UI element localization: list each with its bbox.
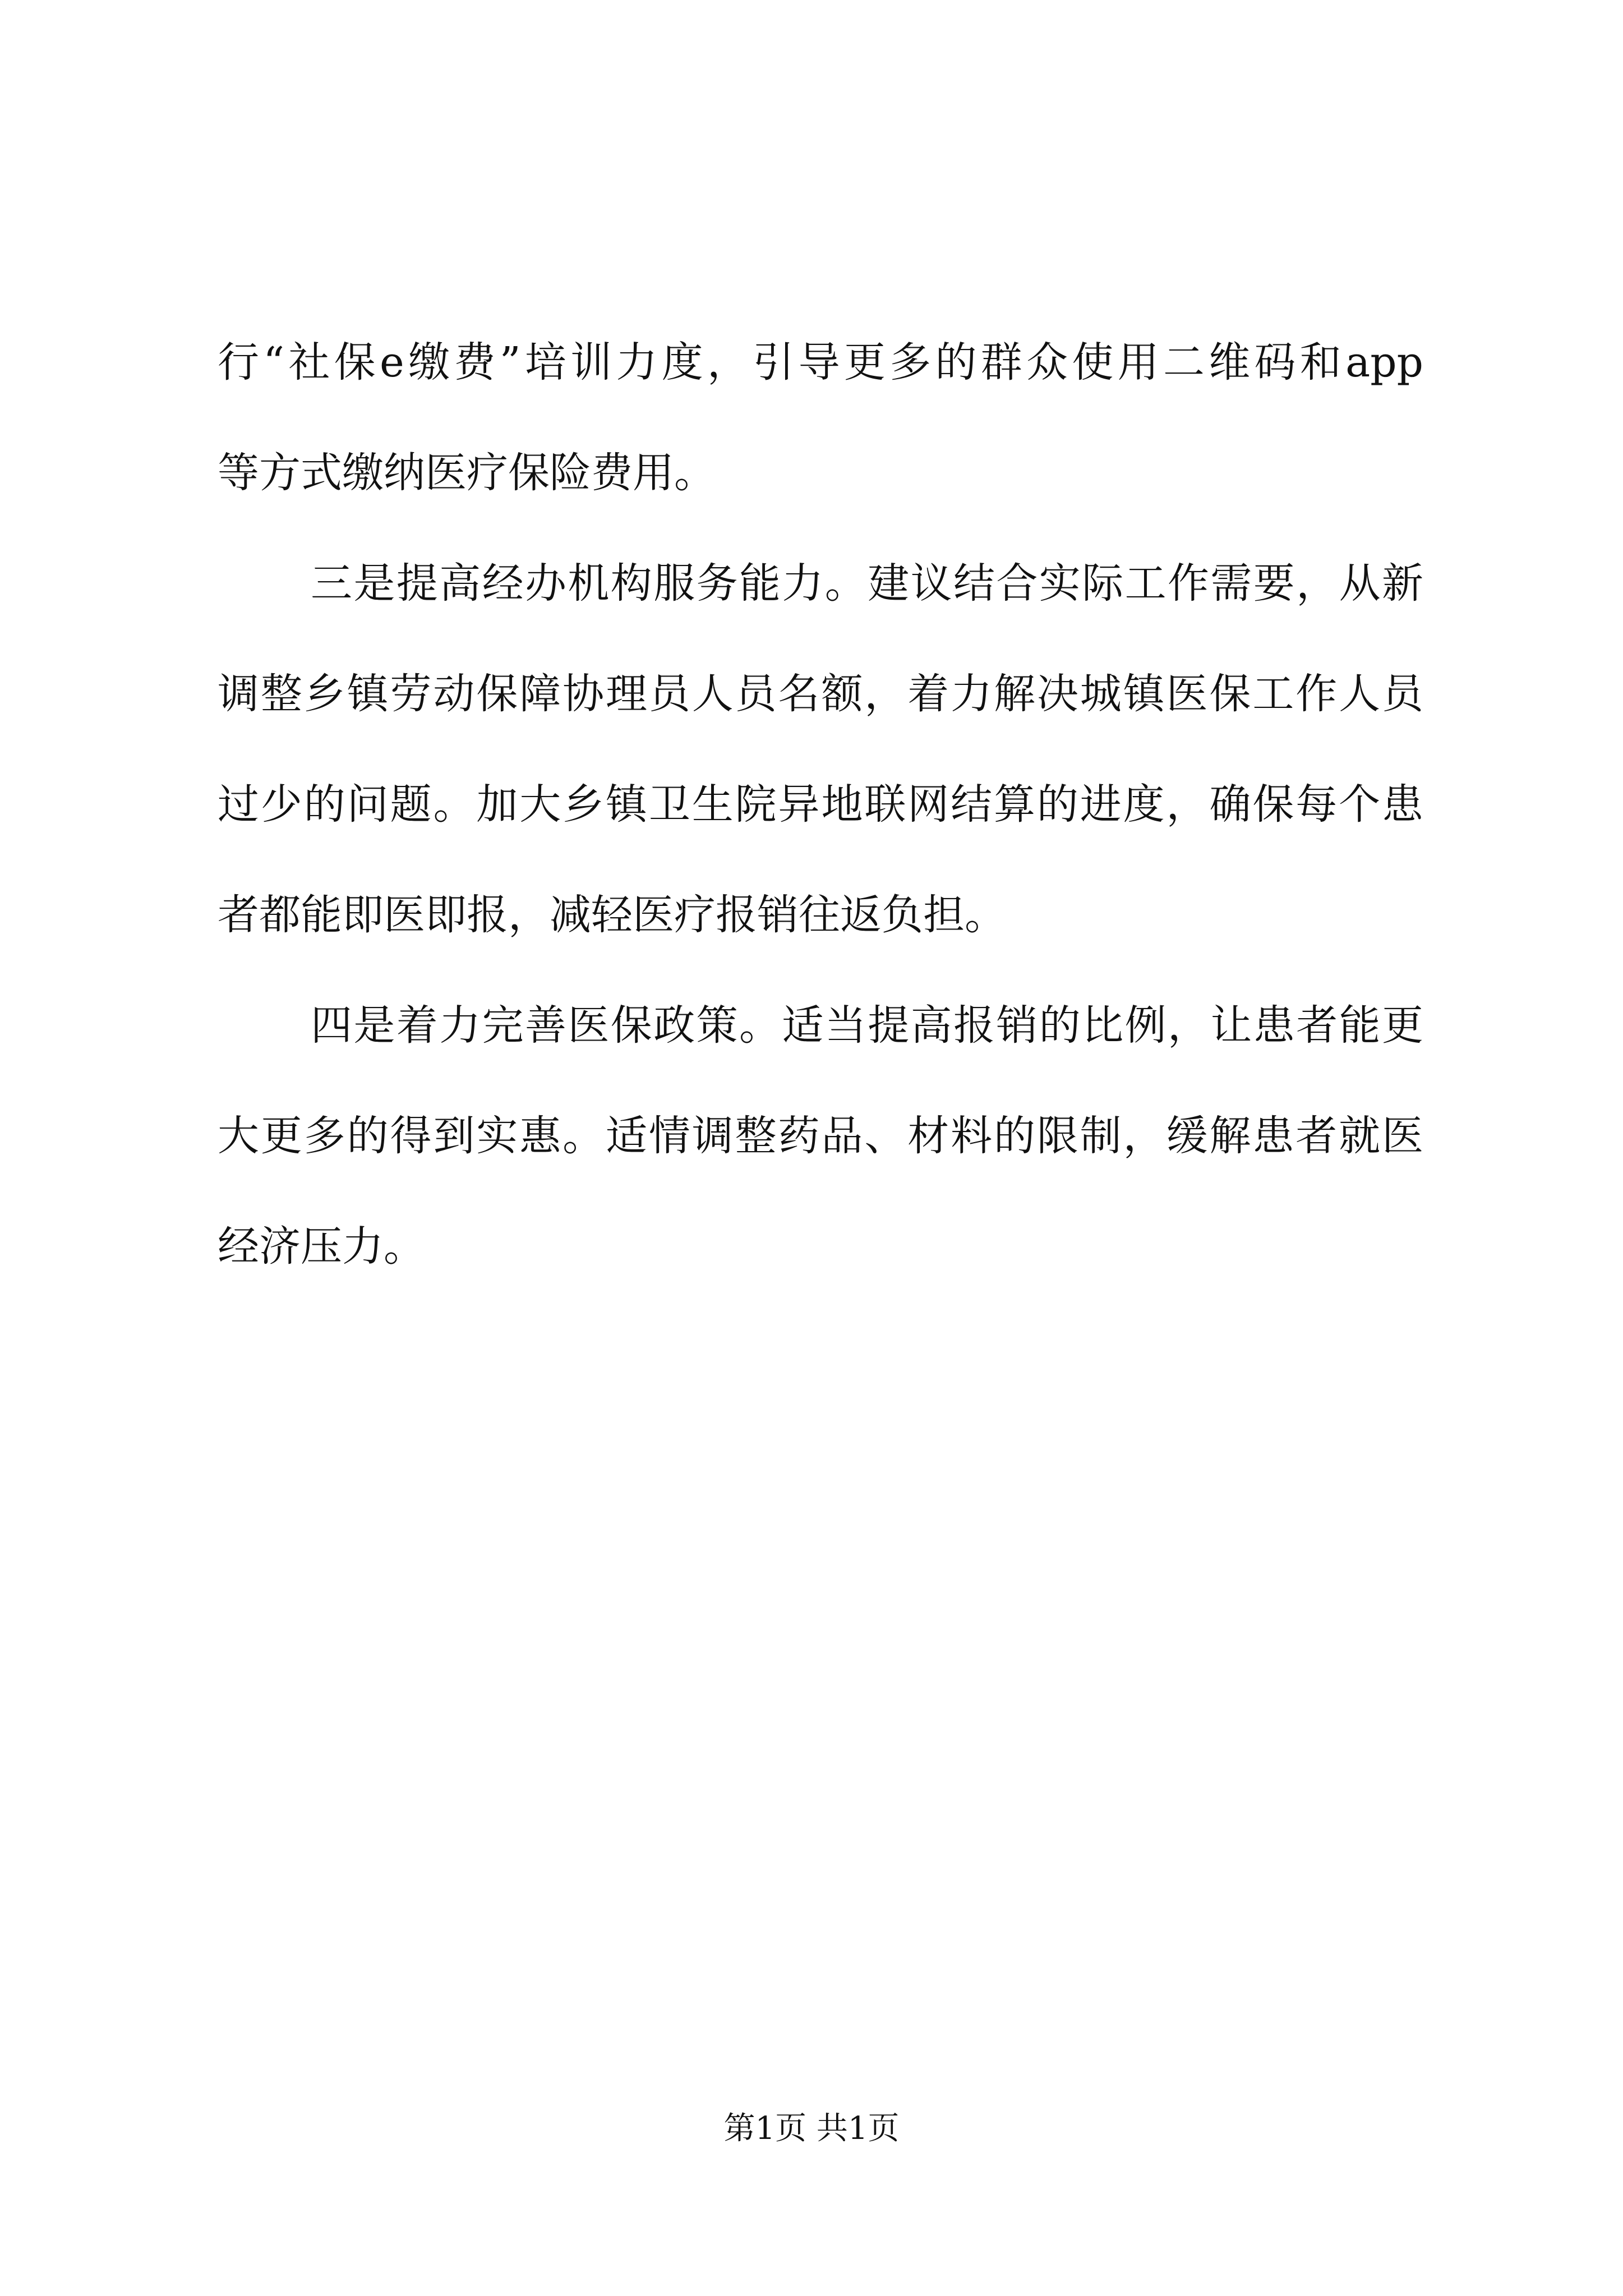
paragraph-service-capacity [218, 528, 1423, 970]
text-line: 大更多的得到实惠。适情调整药品、材料的限制，缓解患者就医 [218, 1112, 1423, 1160]
text-line: 者都能即医即报，减轻医疗报销往返负担。 [218, 891, 1006, 939]
text-line: 等方式缴纳医疗保险费用。 [218, 449, 716, 497]
text-line: 经济压力。 [218, 1222, 425, 1271]
text-line: 三是提高经办机构服务能力。建议结合实际工作需要，从新 [311, 559, 1423, 608]
text-line: 调整乡镇劳动保障协理员人员名额，着力解决城镇医保工作人员 [218, 670, 1423, 718]
paragraph-policy [218, 970, 1423, 1302]
paragraph-continuation [218, 307, 1423, 528]
text-line: 过少的问题。加大乡镇卫生院异地联网结算的进度，确保每个患 [218, 780, 1423, 829]
document-body [218, 307, 1423, 1302]
page-footer: 第1页 共1页 [723, 2110, 900, 2147]
text-line: 行“社保e缴费”培训力度，引导更多的群众使用二维码和app [218, 338, 1423, 386]
text-line: 四是着力完善医保政策。适当提高报销的比例，让患者能更 [311, 1001, 1423, 1050]
